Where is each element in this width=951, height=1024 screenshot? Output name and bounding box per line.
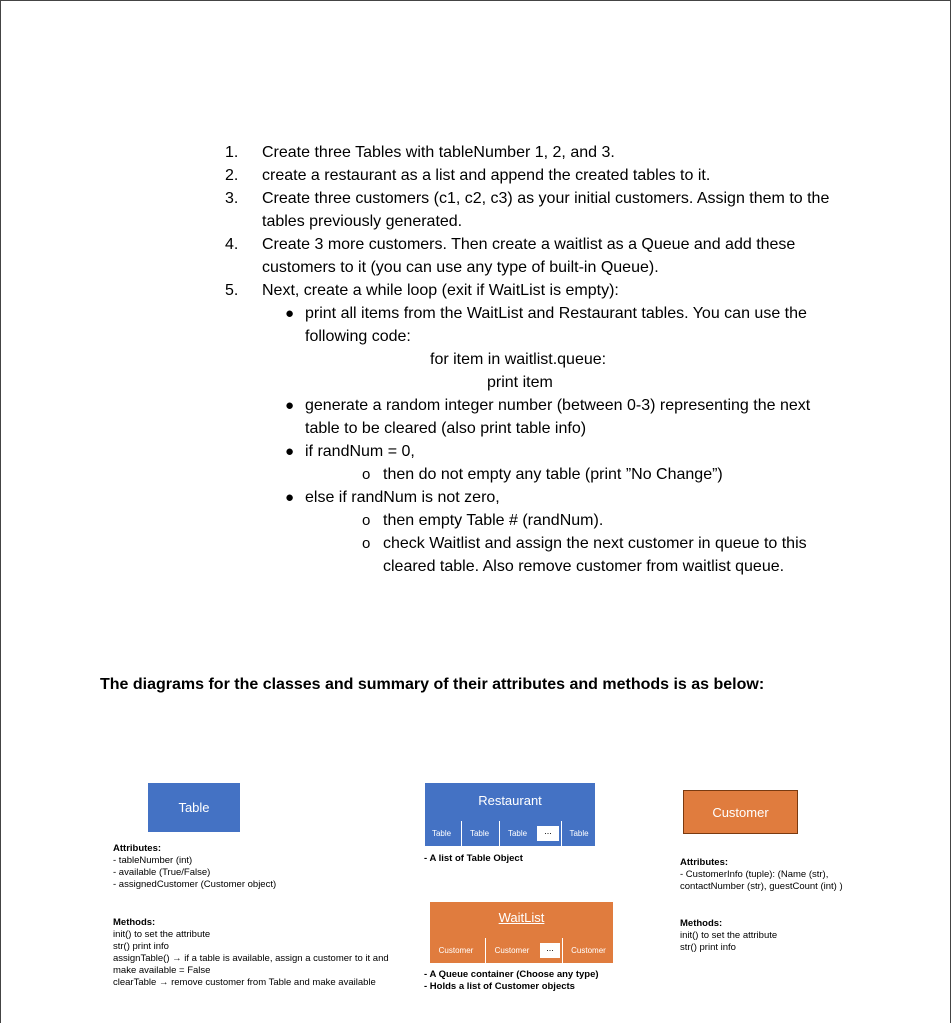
step-number: 1. [225,144,239,161]
method-item: str() print info [680,942,736,953]
step-number: 2. [225,167,239,184]
customer-cell: Customer [485,938,538,963]
customer-attributes [680,857,895,893]
bullet-if-zero [225,440,845,463]
bullet-text: print all items from the WaitList and Restaurant tables. You can use the following code: [305,305,807,345]
desc-item: - Holds a list of Customer objects [424,981,575,992]
bullet-text: if randNum = 0, [305,443,415,460]
sub-empty-table [225,509,845,532]
method-item: clearTable → remove customer from Table and make available [113,977,376,988]
restaurant-desc: - A list of Table Object [424,853,523,864]
restaurant-class-box [425,783,595,821]
sub-no-change [225,463,845,486]
circle-bullet-icon: o [362,466,371,483]
methods-label: Methods: [680,918,723,929]
bullet-icon: ● [285,489,295,506]
customer-cell: Customer [562,938,614,963]
table-class-title: Table [178,800,210,815]
restaurant-cells [425,821,595,846]
sub-text: then empty Table # (randNum). [383,512,604,529]
table-cell: Table [431,829,452,838]
bullet-icon: ● [285,443,295,460]
step-number: 5. [225,282,239,299]
table-cell: Table [561,821,596,846]
waitlist-cells [430,938,613,963]
sub-check-waitlist [225,532,845,578]
step-2 [225,164,845,187]
bullet-text: generate a random integer number (between 0-3) representing the next table to be cleared (also print table info) [305,397,811,437]
diagram-heading: The diagrams for the classes and summary of their attributes and methods is as below: [100,676,765,693]
step-1 [225,141,845,164]
bullet-icon: ● [285,305,295,322]
table-cell: Table [499,821,535,846]
waitlist-desc [424,969,599,993]
bullet-print-items [225,302,845,348]
ellipsis: ... [537,826,559,841]
bullet-else [225,486,845,509]
step-4 [225,233,845,279]
step-number: 4. [225,236,239,253]
step-5 [225,279,845,302]
step-text: Next, create a while loop (exit if WaitList is empty): [262,282,619,299]
method-item: assignTable() → if a table is available, assign a customer to it and make available = False [113,953,389,976]
customer-class-box [683,790,798,834]
step-text: Create three Tables with tableNumber 1, 2, and 3. [262,144,615,161]
methods-label: Methods: [113,917,156,928]
attr-item: - assignedCustomer (Customer object) [113,879,277,890]
method-item: str() print info [113,941,169,952]
instruction-list [225,141,845,578]
customer-cell: Customer [438,946,474,955]
table-cell: Table [461,821,497,846]
sub-text: then do not empty any table (print ”No Change”) [383,466,723,483]
code-line-1: for item in waitlist.queue: [430,351,607,368]
waitlist-class-box [430,902,613,938]
bullet-random [225,394,845,440]
bullet-icon: ● [285,397,295,414]
table-class-box [148,783,240,832]
circle-bullet-icon: o [362,512,371,529]
step-3 [225,187,845,233]
waitlist-class-title: WaitList [498,910,545,925]
code-line-2: print item [487,374,553,391]
restaurant-class-title: Restaurant [478,793,542,808]
method-item: init() to set the attribute [113,929,211,940]
step-text: create a restaurant as a list and append the created tables to it. [262,167,711,184]
table-methods [113,917,413,989]
sub-text: check Waitlist and assign the next customer in queue to this cleared table. Also remove customer from waitlist queue. [383,535,807,575]
step-text: Create three customers (c1, c2, c3) as your initial customers. Assign them to the tables previously generated. [262,190,830,230]
table-attributes [113,843,413,891]
circle-bullet-icon: o [362,535,371,552]
customer-class-title: Customer [712,804,769,820]
attr-item: - tableNumber (int) [113,855,193,866]
attr-item: - CustomerInfo (tuple): (Name (str), contactNumber (str), guestCount (int) ) [680,869,843,892]
attributes-label: Attributes: [113,843,162,854]
desc-item: - A Queue container (Choose any type) [424,969,599,980]
ellipsis: ... [540,943,560,958]
attributes-label: Attributes: [680,857,729,868]
bullet-text: else if randNum is not zero, [305,489,500,506]
attr-item: - available (True/False) [113,867,211,878]
step-number: 3. [225,190,239,207]
customer-methods [680,918,895,954]
method-item: init() to set the attribute [680,930,778,941]
step-text: Create 3 more customers. Then create a waitlist as a Queue and add these customers to it (you can use any type of built-in Queue). [262,236,796,276]
